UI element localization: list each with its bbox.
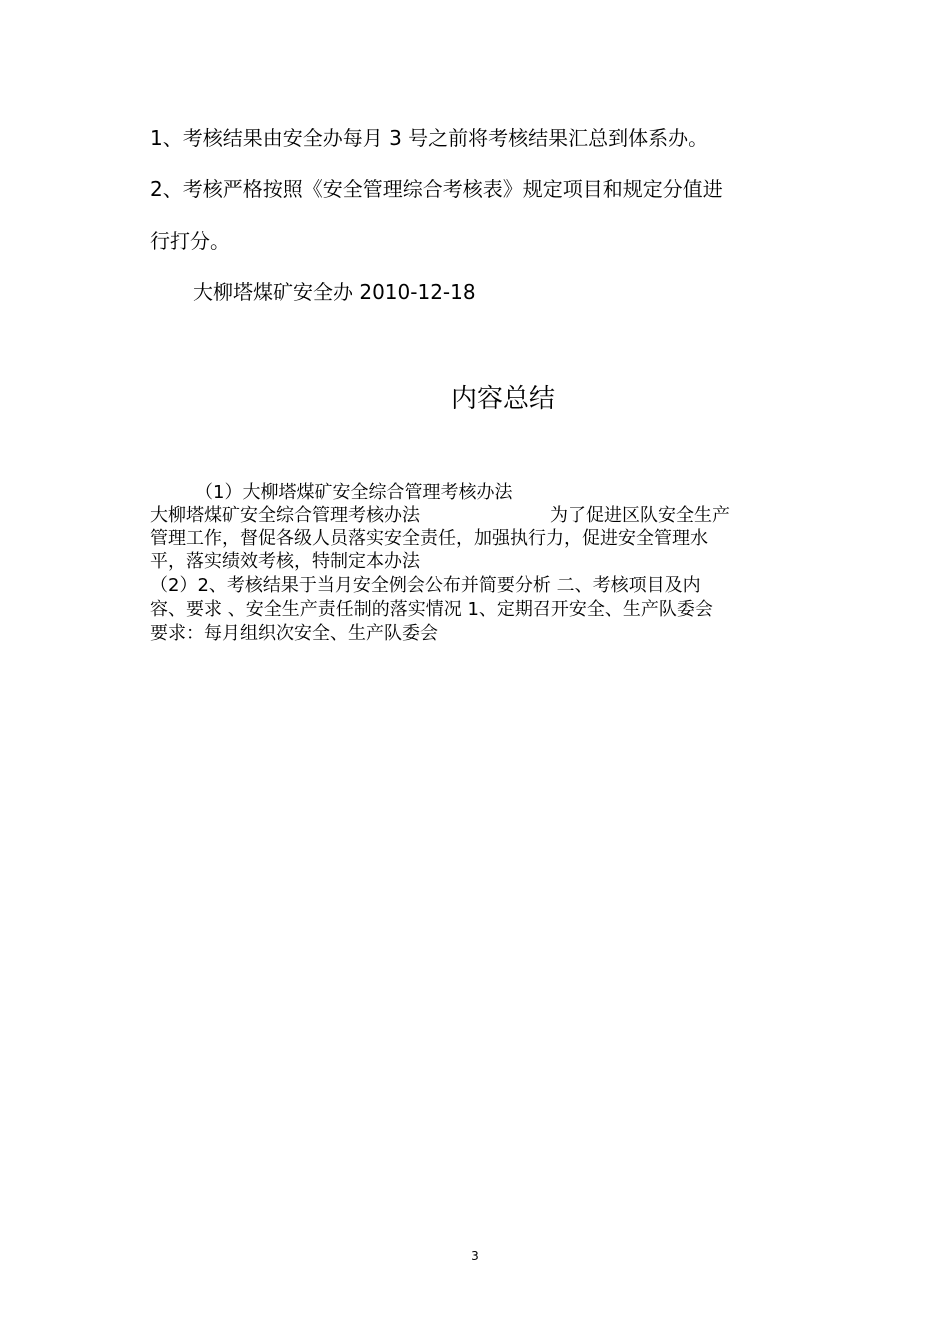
summary-p1-line2: 管理工作，督促各级人员落实安全责任，加强执行力，促进安全管理水	[150, 528, 708, 549]
item-2-continuation: 行打分。	[150, 229, 230, 253]
signature: 大柳塔煤矿安全办 2010-12-18	[193, 280, 476, 304]
summary-p1-line1	[150, 504, 730, 527]
summary-title: 内容总结	[450, 384, 555, 414]
summary-p1-line3: 平，落实绩效考核，特制定本办法	[150, 551, 420, 572]
page-number: 3	[471, 1249, 479, 1263]
summary-p1-line1-right: 为了促进区队安全生产	[550, 505, 730, 526]
summary-p2-line2: 容、要求 、安全生产责任制的落实情况 1、定期召开安全、生产队委会	[150, 599, 713, 620]
summary-p2-line1: （2）2、考核结果于当月安全例会公布并简要分析 二、考核项目及内	[150, 575, 701, 596]
summary-p2-line3: 要求：每月组织次安全、生产队委会	[150, 623, 438, 644]
item-2: 2、考核严格按照《安全管理综合考核表》规定项目和规定分值进	[150, 177, 723, 201]
summary-p1-title: （1）大柳塔煤矿安全综合管理考核办法	[195, 482, 513, 503]
item-1: 1、考核结果由安全办每月 3 号之前将考核结果汇总到体系办。	[150, 126, 709, 150]
summary-p1-line1-left: 大柳塔煤矿安全综合管理考核办法	[150, 505, 420, 526]
